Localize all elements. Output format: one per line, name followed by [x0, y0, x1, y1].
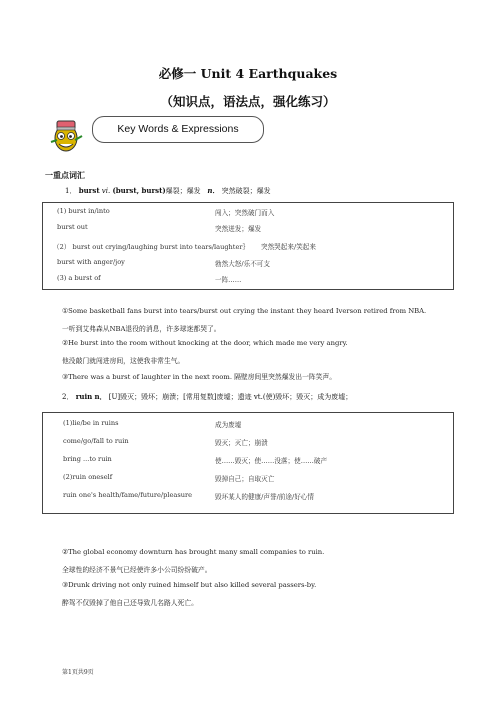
phrase-table-burst [42, 202, 454, 290]
example-sentence: ③Drunk driving not only ruined himself but also killed several passers-by. [62, 581, 317, 589]
entry-pos: n． [94, 392, 107, 401]
example-sentence: ②He burst into the room without knocking at the door, which made me very angry. [62, 339, 348, 347]
entry-number: 1． [65, 187, 77, 195]
entry-word: burst [78, 186, 100, 195]
entry-word: ruin [75, 392, 93, 401]
page-title: 必修一 Unit 4 Earthquakes [158, 66, 338, 81]
phrase-meaning: 闯入；突然破门而入 [215, 209, 275, 217]
phrase: burst with anger/joy [57, 258, 125, 266]
phrase-table-ruin [42, 412, 454, 514]
example-translation: 一听到艾弗森从NBA退役的消息，许多球迷都哭了。 [62, 325, 221, 333]
entry-forms: (burst, burst) [112, 186, 166, 195]
phrase-meaning: 毁灭；灭亡；崩溃 [215, 439, 268, 447]
phrase-meaning: 毁掉自己；自取灭亡 [215, 475, 275, 483]
entry-pos: n． [207, 186, 220, 195]
entry-meaning: 突然破裂；爆发 [221, 187, 271, 195]
pencil-mascot-icon [46, 116, 86, 156]
phrase-meaning: 突然迸发；爆发 [215, 225, 262, 233]
phrase-meaning: 使……毁灭；使……没落；使……破产 [215, 457, 328, 465]
example-translation: 醉驾不仅毁掉了他自己还导致几名路人死亡。 [62, 599, 198, 607]
entry-number: 2． [62, 393, 74, 401]
entry-ruin [62, 392, 352, 402]
entry-meaning: 爆裂；爆发 [165, 187, 201, 195]
phrase-meaning: 突然哭起来/笑起来 [261, 243, 316, 251]
phrase-meaning: 一阵…… [215, 276, 242, 284]
page-subtitle: （知识点，语法点，强化练习） [160, 94, 336, 109]
phrase: ruin one's health/fame/future/pleasure [63, 491, 193, 499]
phrase-meaning: 勃然大怒/乐不可支 [215, 260, 270, 268]
example-sentence: ①Some basketball fans burst into tears/burst out crying the instant they heard Iverson retired from NBA. [62, 307, 427, 315]
section-title: 一重点词汇 [45, 170, 85, 180]
page-footer: 第1页共9页 [62, 669, 94, 676]
example-translation: 全球性的经济不景气已经使许多小公司纷纷破产。 [62, 566, 212, 574]
example-translation: 他没敲门就闯进房间，这使我非常生气。 [62, 357, 185, 365]
phrase: (2)ruin oneself [63, 473, 113, 481]
phrase-meaning: 毁坏某人的健康/声誉/前途/好心情 [215, 493, 314, 501]
phrase: (3) a burst of [57, 274, 101, 282]
entry-burst [65, 186, 271, 196]
phrase: burst out [57, 223, 88, 231]
example-sentence: ③There was a burst of laughter in the next room. 隔壁房间里突然爆发出一阵笑声。 [62, 373, 337, 381]
phrase: bring ...to ruin [63, 455, 112, 463]
phrase: (1) burst in/into [57, 207, 110, 215]
phrase-meaning: 成为废墟 [215, 421, 242, 429]
entry-pos: vi. [101, 187, 111, 195]
phrase: (1)lie/be in ruins [63, 419, 119, 427]
entry-meaning: [U]毁灭；毁坏；崩溃；[常用复数]废墟；遗迹 vt.(使)毁坏；毁灭；成为废墟； [108, 393, 353, 401]
key-words-badge: Key Words & Expressions [92, 116, 264, 143]
phrase: come/go/fall to ruin [63, 437, 129, 445]
phrase: （2） burst out crying/laughing burst into tears/laughter｝ [53, 243, 250, 251]
example-sentence: ②The global economy downturn has brought many small companies to ruin. [62, 548, 325, 556]
